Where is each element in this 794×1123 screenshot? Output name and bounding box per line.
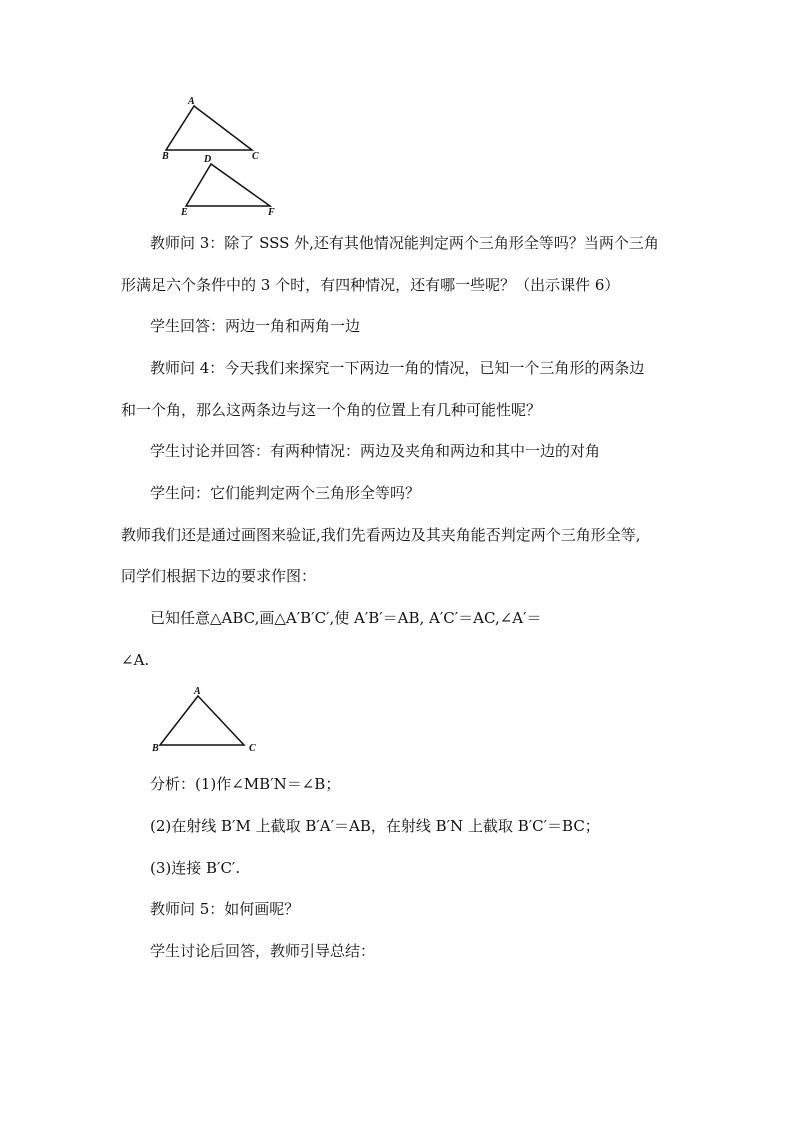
paragraph: 学生回答：两边一角和两角一边 <box>150 317 361 335</box>
paragraph: 同学们根据下边的要求作图： <box>121 567 317 585</box>
paragraph: 和一个角，那么这两条边与这一个角的位置上有几种可能性呢？ <box>121 401 542 419</box>
triangle-abc-reference <box>160 696 244 745</box>
label-a: A <box>188 96 195 107</box>
triangles-figure <box>150 92 290 222</box>
paragraph: 分析：(1)作∠MB′N＝∠B； <box>150 775 341 793</box>
paragraph: 教师问 3：除了 SSS 外,还有其他情况能判定两个三角形全等吗？当两个三角 <box>150 234 659 252</box>
paragraph: 形满足六个条件中的 3 个时，有四种情况，还有哪一些呢？（出示课件 6） <box>121 276 620 294</box>
label-b: B <box>152 743 159 754</box>
paragraph: ∠A. <box>121 651 150 669</box>
paragraph: (2)在射线 B′M 上截取 B′A′＝AB，在射线 B′N 上截取 B′C′＝BC； <box>150 817 600 835</box>
label-e: E <box>181 207 188 218</box>
paragraph: 教师问 5：如何画呢？ <box>150 900 300 918</box>
label-d: D <box>204 154 212 165</box>
paragraph: 教师问 4：今天我们来探究一下两边一角的情况，已知一个三角形的两条边 <box>150 359 645 377</box>
paragraph: 教师我们还是通过画图来验证,我们先看两边及其夹角能否判定两个三角形全等, <box>121 526 641 544</box>
label-a: A <box>194 686 201 697</box>
label-f: F <box>268 207 275 218</box>
label-c: C <box>252 151 259 162</box>
paragraph: (3)连接 B′C′. <box>150 859 241 877</box>
triangle-abc <box>166 106 252 150</box>
paragraph: 学生问：它们能判定两个三角形全等吗？ <box>150 484 421 502</box>
label-c: C <box>249 743 256 754</box>
triangle-abc-figure <box>150 684 265 756</box>
paragraph: 学生讨论后回答，教师引导总结： <box>150 942 376 960</box>
paragraph: 已知任意△ABC,画△A′B′C′,使 A′B′＝AB, A′C′＝AC,∠A′＝ <box>150 609 542 627</box>
label-b: B <box>162 151 169 162</box>
triangle-def <box>186 164 270 206</box>
paragraph: 学生讨论并回答：有两种情况：两边及夹角和两边和其中一边的对角 <box>150 442 601 460</box>
